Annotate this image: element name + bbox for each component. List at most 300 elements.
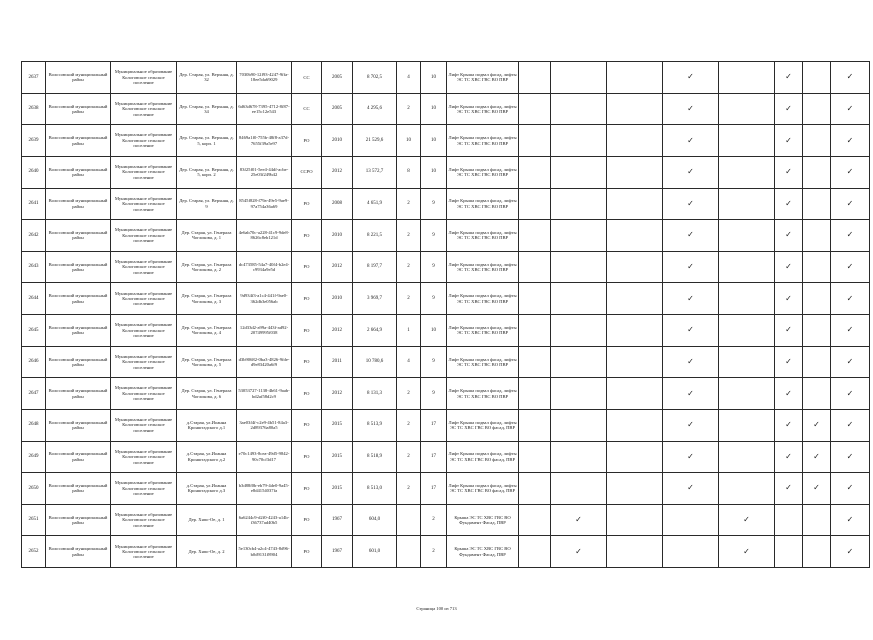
elevators-count-cell: 8 [397, 156, 421, 188]
row-number: 2652 [22, 536, 46, 568]
flag-cell [775, 441, 803, 473]
flag-cell [803, 409, 831, 441]
address-cell: Дер. Старая, ул. Верхняя, д. 34 [177, 93, 237, 125]
works-list-cell: Лифт Крыша подвал фасад, лифты ЭС ТС ХВС ГВС ВО ПВР [447, 156, 519, 188]
area-cell: 2 664,9 [353, 315, 397, 347]
municipality-cell: Муниципальное образование Кологовское сельское поселение [111, 346, 177, 378]
address-cell: Дер. Старая, ул. Генерала Чоглокова, д. 1 [177, 220, 237, 252]
elevators-count-cell: 2 [397, 441, 421, 473]
flag-cell [607, 62, 663, 94]
area-cell: 601,0 [353, 536, 397, 568]
year-cell: 2012 [322, 251, 353, 283]
municipality-cell: Муниципальное образование Кологовское сельское поселение [111, 156, 177, 188]
address-cell: Дер. Старая, ул. Верхняя, д. 5, корп. 1 [177, 125, 237, 157]
works-list-cell: Лифт Крыша подвал фасад, лифты ЭС ТС ХВС ГВС ВО ПВР [447, 283, 519, 315]
flag-cell [831, 315, 870, 347]
flag-cell [719, 473, 775, 505]
area-cell: 604,0 [353, 504, 397, 536]
check-mark-icon: ✓ [813, 420, 820, 430]
flag-cell [775, 220, 803, 252]
flag-cell [519, 536, 551, 568]
flag-cell [719, 62, 775, 94]
flag-cell [831, 504, 870, 536]
check-mark-icon: ✓ [785, 230, 792, 240]
flag-cell [831, 156, 870, 188]
district-cell: Волосовский муниципальный район [46, 504, 111, 536]
flag-cell [519, 220, 551, 252]
works-list-cell: Лифт Крыша подвал фасад, лифты ЭС ТС ХВС ГВС ВО фасад, ПВР [447, 409, 519, 441]
flag-cell [663, 504, 719, 536]
works-list-cell: Лифт Крыша подвал фасад, лифты ЭС ТС ХВС ГВС ВО фасад, ПВР [447, 441, 519, 473]
table-row [22, 441, 870, 473]
table-row [22, 473, 870, 505]
flag-cell [719, 346, 775, 378]
check-mark-icon: ✓ [785, 135, 792, 145]
check-mark-icon: ✓ [785, 420, 792, 430]
address-cell: Дер. Старая, ул. Генерала Чоглокова, д. 3 [177, 283, 237, 315]
flag-cell [775, 251, 803, 283]
flag-cell [607, 409, 663, 441]
flag-cell [831, 62, 870, 94]
flag-cell [719, 188, 775, 220]
flag-cell [551, 409, 607, 441]
district-cell: Волосовский муниципальный район [46, 188, 111, 220]
flag-cell [803, 62, 831, 94]
address-cell: д.Старая, ул.Иоанна Кронштадского д.3 [177, 473, 237, 505]
floors-cell: 10 [421, 125, 447, 157]
floors-cell: 17 [421, 473, 447, 505]
check-mark-icon: ✓ [687, 135, 694, 145]
flag-cell [719, 125, 775, 157]
flag-cell [803, 283, 831, 315]
elevators-count-cell [397, 536, 421, 568]
guid-cell: 6a6244c9-d2f0-4243-a14b-f36737ad40b5 [237, 504, 292, 536]
flag-cell [719, 378, 775, 410]
address-cell: Дер. Старая, ул. Генерала Чоглокова, д. 4 [177, 315, 237, 347]
housing-register-table [21, 61, 870, 568]
elevators-count-cell: 2 [397, 93, 421, 125]
flag-cell [803, 220, 831, 252]
row-number: 2638 [22, 93, 46, 125]
year-cell: 2015 [322, 409, 353, 441]
elevators-count-cell: 1 [397, 315, 421, 347]
flag-cell [831, 473, 870, 505]
municipality-cell: Муниципальное образование Кологовское сельское поселение [111, 409, 177, 441]
year-cell: 2011 [322, 346, 353, 378]
district-cell: Волосовский муниципальный район [46, 220, 111, 252]
municipality-cell: Муниципальное образование Кологовское сельское поселение [111, 62, 177, 94]
guid-cell: b3d88f0b-eb79-4de0-9a45-e8d4154037fa [237, 473, 292, 505]
wall-type-cell: РО [292, 473, 322, 505]
flag-cell [719, 220, 775, 252]
floors-cell: 10 [421, 315, 447, 347]
flag-cell [803, 346, 831, 378]
works-list-cell: Лифт Крыша подвал фасад, лифты ЭС ТС ХВС ГВС ВО ПВР [447, 315, 519, 347]
table-row [22, 283, 870, 315]
check-mark-icon: ✓ [687, 451, 694, 461]
guid-cell: 4e6ab70c-a228-41c9-9de8-8626c8eb121d [237, 220, 292, 252]
floors-cell: 10 [421, 62, 447, 94]
table-row [22, 346, 870, 378]
flag-cell [803, 93, 831, 125]
flag-cell [663, 315, 719, 347]
flag-cell [551, 220, 607, 252]
area-cell: 4 295,6 [353, 93, 397, 125]
wall-type-cell: РО [292, 188, 322, 220]
area-cell: 13 572,7 [353, 156, 397, 188]
flag-cell [831, 441, 870, 473]
flag-cell [519, 62, 551, 94]
flag-cell [775, 536, 803, 568]
flag-cell [519, 346, 551, 378]
year-cell: 1967 [322, 504, 353, 536]
elevators-count-cell: 4 [397, 346, 421, 378]
flag-cell [775, 504, 803, 536]
row-number: 2640 [22, 156, 46, 188]
works-list-cell: Крыша ЭС ТС ХВС ГВС ВО Фундамент Фасад, ПВР [447, 504, 519, 536]
check-mark-icon: ✓ [785, 262, 792, 272]
check-mark-icon: ✓ [846, 325, 854, 335]
flag-cell [607, 378, 663, 410]
flag-cell [519, 188, 551, 220]
flag-cell [551, 441, 607, 473]
check-mark-icon: ✓ [687, 325, 694, 335]
flag-cell [719, 156, 775, 188]
floors-cell: 9 [421, 188, 447, 220]
wall-type-cell: РО [292, 536, 322, 568]
check-mark-icon: ✓ [687, 483, 694, 493]
address-cell: Дер. Старая, ул. Верхняя, д. 5, корп. 2 [177, 156, 237, 188]
table-body [22, 62, 870, 568]
municipality-cell: Муниципальное образование Кологовское сельское поселение [111, 283, 177, 315]
address-cell: д.Старая, ул.Иоанна Кронштадского д.1 [177, 409, 237, 441]
year-cell: 2012 [322, 315, 353, 347]
table-row [22, 504, 870, 536]
flag-cell [775, 315, 803, 347]
municipality-cell: Муниципальное образование Кологовское сельское поселение [111, 125, 177, 157]
flag-cell [719, 93, 775, 125]
check-mark-icon: ✓ [785, 325, 792, 335]
flag-cell [663, 188, 719, 220]
check-mark-icon: ✓ [846, 167, 854, 177]
floors-cell: 9 [421, 283, 447, 315]
check-mark-icon: ✓ [846, 262, 854, 272]
flag-cell [831, 93, 870, 125]
flag-cell [607, 346, 663, 378]
flag-cell [831, 409, 870, 441]
flag-cell [607, 504, 663, 536]
table-row [22, 62, 870, 94]
year-cell: 2015 [322, 473, 353, 505]
check-mark-icon: ✓ [687, 420, 694, 430]
flag-cell [719, 315, 775, 347]
area-cell: 8 702,5 [353, 62, 397, 94]
flag-cell [607, 441, 663, 473]
guid-cell: 7030b90-12f93-4247-9ffa-18ee5da69029 [237, 62, 292, 94]
flag-cell [803, 188, 831, 220]
flag-cell [803, 536, 831, 568]
works-list-cell: Лифт Крыша подвал фасад, лифты ЭС ТС ХВС ГВС ВО ПВР [447, 62, 519, 94]
works-list-cell: Крыша ЭС ТС ХВС ГВС ВО Фундамент Фасад, ПВР [447, 536, 519, 568]
flag-cell [803, 473, 831, 505]
flag-cell [831, 378, 870, 410]
year-cell: 2005 [322, 62, 353, 94]
row-number: 2647 [22, 378, 46, 410]
works-list-cell: Лифт Крыша подвал фасад, лифты ЭС ТС ХВС ГВС ВО фасад, ПВР [447, 473, 519, 505]
flag-cell [663, 283, 719, 315]
area-cell: 8 518,9 [353, 441, 397, 473]
check-mark-icon: ✓ [846, 420, 854, 430]
row-number: 2649 [22, 441, 46, 473]
table-row [22, 378, 870, 410]
flag-cell [551, 536, 607, 568]
flag-cell [719, 536, 775, 568]
check-mark-icon: ✓ [813, 451, 820, 461]
floors-cell: 9 [421, 378, 447, 410]
flag-cell [803, 504, 831, 536]
flag-cell [775, 346, 803, 378]
guid-cell: 8469a1f0-755b-48f8-a37d-7655f39a5e97 [237, 125, 292, 157]
row-number: 2639 [22, 125, 46, 157]
floors-cell: 2 [421, 536, 447, 568]
flag-cell [519, 251, 551, 283]
municipality-cell: Муниципальное образование Кологовское сельское поселение [111, 473, 177, 505]
district-cell: Волосовский муниципальный район [46, 93, 111, 125]
wall-type-cell: РО [292, 251, 322, 283]
check-mark-icon: ✓ [813, 483, 820, 493]
municipality-cell: Муниципальное образование Кологовское сельское поселение [111, 378, 177, 410]
check-mark-icon: ✓ [743, 546, 750, 556]
flag-cell [607, 251, 663, 283]
flag-cell [607, 536, 663, 568]
area-cell: 8 221,5 [353, 220, 397, 252]
flag-cell [551, 93, 607, 125]
flag-cell [831, 188, 870, 220]
floors-cell: 10 [421, 156, 447, 188]
flag-cell [551, 283, 607, 315]
table-row [22, 188, 870, 220]
flag-cell [663, 125, 719, 157]
row-number: 2646 [22, 346, 46, 378]
floors-cell: 9 [421, 220, 447, 252]
municipality-cell: Муниципальное образование Кологовское сельское поселение [111, 251, 177, 283]
table-row [22, 93, 870, 125]
check-mark-icon: ✓ [785, 293, 792, 303]
guid-cell: 8545f828-f79a-49e5-9ae9-97a754a36a69 [237, 188, 292, 220]
works-list-cell: Лифт Крыша подвал фасад, лифты ЭС ТС ХВС ГВС ВО ПВР [447, 251, 519, 283]
district-cell: Волосовский муниципальный район [46, 156, 111, 188]
elevators-count-cell: 4 [397, 62, 421, 94]
table-row [22, 220, 870, 252]
flag-cell [519, 156, 551, 188]
elevators-count-cell: 2 [397, 283, 421, 315]
check-mark-icon: ✓ [846, 103, 854, 113]
wall-type-cell: РО [292, 315, 322, 347]
flag-cell [663, 93, 719, 125]
register-sheet [21, 61, 854, 568]
flag-cell [719, 441, 775, 473]
flag-cell [663, 441, 719, 473]
elevators-count-cell: 2 [397, 409, 421, 441]
area-cell: 8 513,9 [353, 409, 397, 441]
guid-cell: 83f25f01-5ee4-44df-acbe-25e03f249b42 [237, 156, 292, 188]
guid-cell: 6d63d678-7395-4712-8f87-ee15c12e543 [237, 93, 292, 125]
floors-cell: 17 [421, 409, 447, 441]
guid-cell: dc473585-54a7-40f4-b2e4-c9934a9e5d [237, 251, 292, 283]
flag-cell [607, 315, 663, 347]
year-cell: 1967 [322, 536, 353, 568]
wall-type-cell: РО [292, 378, 322, 410]
elevators-count-cell: 2 [397, 251, 421, 283]
flag-cell [803, 156, 831, 188]
floors-cell: 2 [421, 504, 447, 536]
flag-cell [719, 504, 775, 536]
row-number: 2643 [22, 251, 46, 283]
flag-cell [519, 283, 551, 315]
flag-cell [519, 93, 551, 125]
district-cell: Волосовский муниципальный район [46, 251, 111, 283]
flag-cell [831, 346, 870, 378]
guid-cell: d3b90682-0ba3-4826-9fde-d9e83420a6f9 [237, 346, 292, 378]
wall-type-cell: РО [292, 504, 322, 536]
page-footer: Страница 100 из 713 [416, 606, 457, 611]
floors-cell: 10 [421, 93, 447, 125]
flag-cell [803, 378, 831, 410]
flag-cell [775, 188, 803, 220]
row-number: 2648 [22, 409, 46, 441]
row-number: 2642 [22, 220, 46, 252]
check-mark-icon: ✓ [785, 451, 792, 461]
check-mark-icon: ✓ [846, 230, 854, 240]
flag-cell [519, 378, 551, 410]
check-mark-icon: ✓ [846, 388, 854, 398]
guid-cell: 3ae03f4f-c2e9-4b51-84a3-2d89376a80a5 [237, 409, 292, 441]
check-mark-icon: ✓ [785, 72, 792, 82]
check-mark-icon: ✓ [687, 198, 694, 208]
address-cell: Дер. Старая, ул. Генерала Чоглокова, д. 6 [177, 378, 237, 410]
flag-cell [719, 251, 775, 283]
flag-cell [663, 536, 719, 568]
elevators-count-cell: 2 [397, 188, 421, 220]
flag-cell [775, 156, 803, 188]
flag-cell [831, 220, 870, 252]
flag-cell [803, 315, 831, 347]
check-mark-icon: ✓ [687, 293, 694, 303]
check-mark-icon: ✓ [846, 72, 854, 82]
flag-cell [803, 125, 831, 157]
address-cell: Дер. Старая, ул. Генерала Чоглокова, д. 2 [177, 251, 237, 283]
address-cell: д.Старая, ул.Иоанна Кронштадского д.2 [177, 441, 237, 473]
check-mark-icon: ✓ [785, 167, 792, 177]
row-number: 2645 [22, 315, 46, 347]
flag-cell [607, 93, 663, 125]
works-list-cell: Лифт Крыша подвал фасад, лифты ЭС ТС ХВС ГВС ВО ПВР [447, 93, 519, 125]
municipality-cell: Муниципальное образование Кологовское сельское поселение [111, 441, 177, 473]
check-mark-icon: ✓ [687, 103, 694, 113]
flag-cell [663, 62, 719, 94]
area-cell: 21 529,6 [353, 125, 397, 157]
check-mark-icon: ✓ [743, 515, 750, 525]
district-cell: Волосовский муниципальный район [46, 315, 111, 347]
table-row [22, 251, 870, 283]
flag-cell [607, 188, 663, 220]
flag-cell [551, 504, 607, 536]
flag-cell [519, 409, 551, 441]
flag-cell [519, 315, 551, 347]
elevators-count-cell: 2 [397, 473, 421, 505]
check-mark-icon: ✓ [687, 230, 694, 240]
year-cell: 2010 [322, 220, 353, 252]
check-mark-icon: ✓ [785, 388, 792, 398]
district-cell: Волосовский муниципальный район [46, 62, 111, 94]
wall-type-cell: РО [292, 220, 322, 252]
area-cell: 4 651,9 [353, 188, 397, 220]
year-cell: 2008 [322, 188, 353, 220]
flag-cell [719, 283, 775, 315]
check-mark-icon: ✓ [785, 356, 792, 366]
works-list-cell: Лифт Крыша подвал фасад, лифты ЭС ТС ХВС ГВС ВО ПВР [447, 188, 519, 220]
elevators-count-cell: 2 [397, 378, 421, 410]
flag-cell [607, 125, 663, 157]
floors-cell: 9 [421, 346, 447, 378]
year-cell: 2010 [322, 125, 353, 157]
check-mark-icon: ✓ [575, 546, 582, 556]
check-mark-icon: ✓ [846, 483, 854, 493]
check-mark-icon: ✓ [846, 546, 854, 556]
row-number: 2651 [22, 504, 46, 536]
check-mark-icon: ✓ [846, 451, 854, 461]
year-cell: 2012 [322, 156, 353, 188]
flag-cell [551, 62, 607, 94]
table-row [22, 315, 870, 347]
district-cell: Волосовский муниципальный район [46, 283, 111, 315]
wall-type-cell: РО [292, 441, 322, 473]
elevators-count-cell: 2 [397, 220, 421, 252]
municipality-cell: Муниципальное образование Кологовское сельское поселение [111, 504, 177, 536]
works-list-cell: Лифт Крыша подвал фасад, лифты ЭС ТС ХВС ГВС ВО ПВР [447, 220, 519, 252]
area-cell: 8 131,3 [353, 378, 397, 410]
guid-cell: 5e130cb4-a2c4-4743-8d96-b0d9131f8904 [237, 536, 292, 568]
flag-cell [775, 473, 803, 505]
row-number: 2637 [22, 62, 46, 94]
check-mark-icon: ✓ [785, 483, 792, 493]
check-mark-icon: ✓ [687, 388, 694, 398]
guid-cell: 53053727-1138-4b61-9aab-bd2af58d2c9 [237, 378, 292, 410]
row-number: 2650 [22, 473, 46, 505]
flag-cell [551, 188, 607, 220]
district-cell: Волосовский муниципальный район [46, 473, 111, 505]
flag-cell [663, 473, 719, 505]
elevators-count-cell [397, 504, 421, 536]
guid-cell: e70c1493-8cea-49d5-9842-90c70cf3d17 [237, 441, 292, 473]
check-mark-icon: ✓ [846, 293, 854, 303]
check-mark-icon: ✓ [687, 167, 694, 177]
flag-cell [519, 504, 551, 536]
flag-cell [607, 156, 663, 188]
wall-type-cell: СС [292, 62, 322, 94]
guid-cell: 9d934f3-a1c4-441f-9ae0-362db3e056ab [237, 283, 292, 315]
flag-cell [607, 473, 663, 505]
municipality-cell: Муниципальное образование Кологовское сельское поселение [111, 93, 177, 125]
flag-cell [775, 125, 803, 157]
wall-type-cell: РО [292, 283, 322, 315]
guid-cell: 12d33d2-a99a-443f-ad92-20749995f038 [237, 315, 292, 347]
address-cell: Дер. Хяпо-Ое, д. 1 [177, 504, 237, 536]
wall-type-cell: РО [292, 346, 322, 378]
flag-cell [775, 93, 803, 125]
table-row [22, 536, 870, 568]
district-cell: Волосовский муниципальный район [46, 536, 111, 568]
